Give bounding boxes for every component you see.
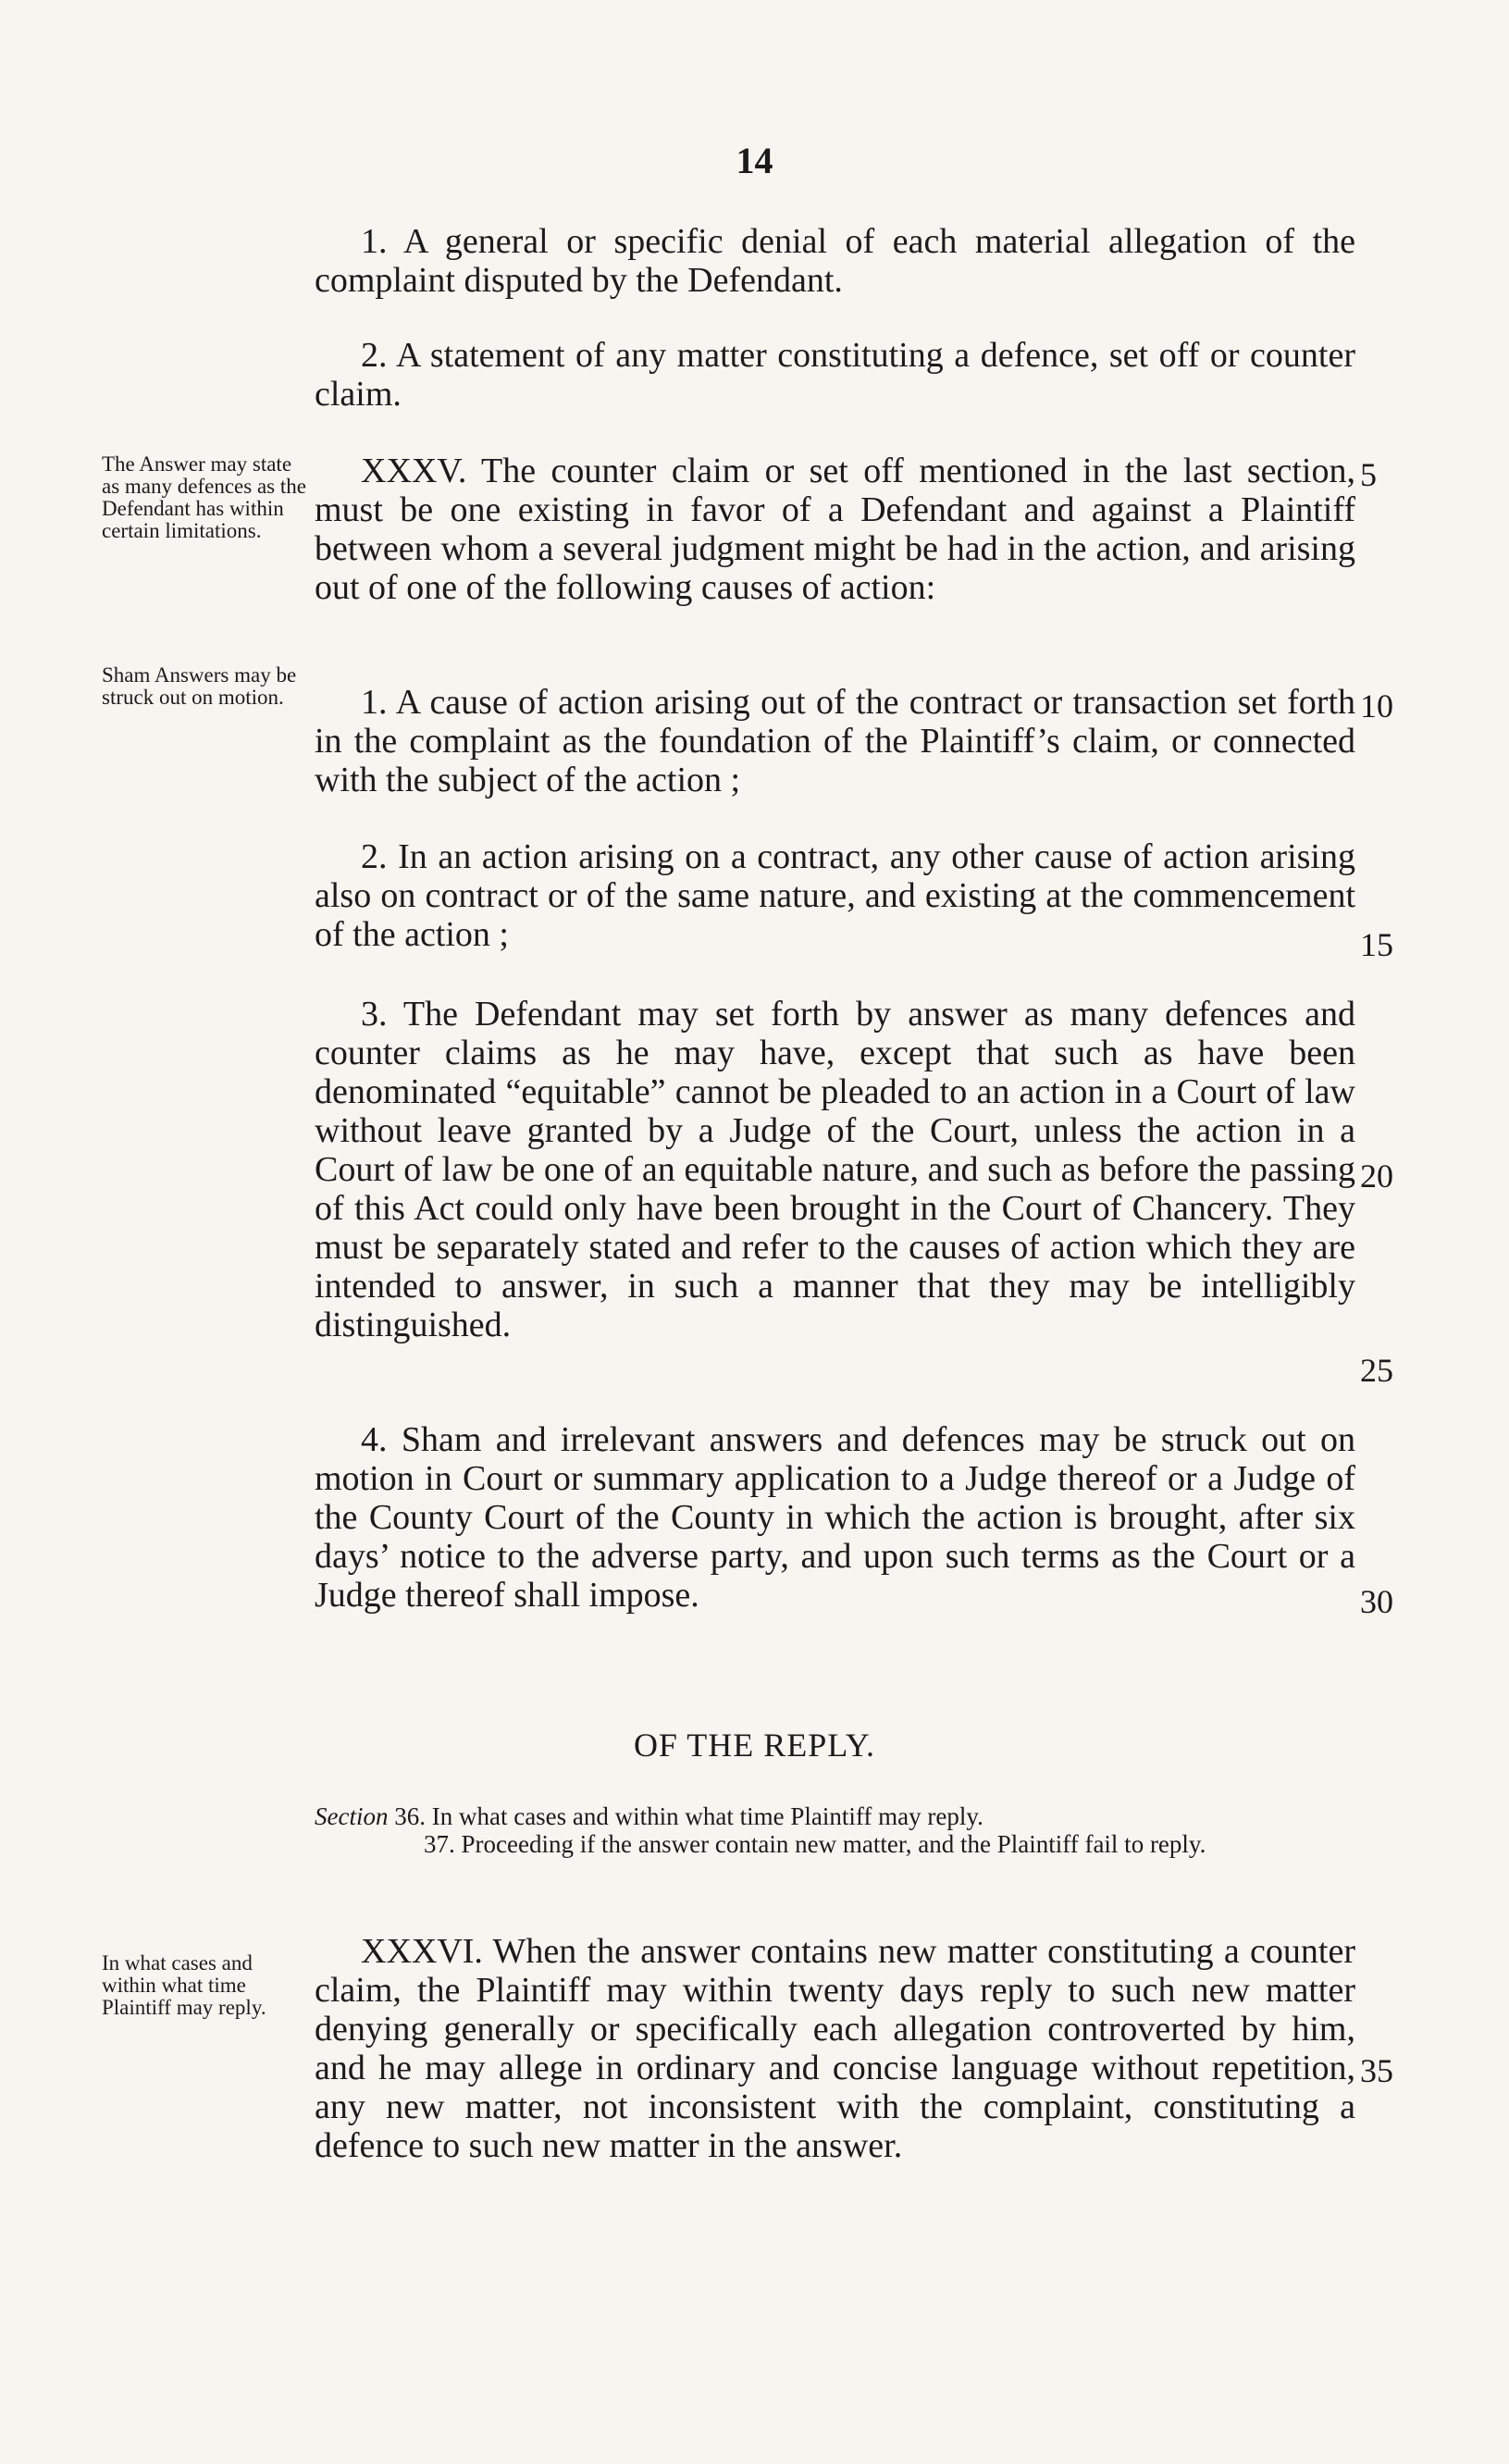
- page-number: 14: [736, 140, 773, 181]
- section-contents: [315, 1802, 1360, 1858]
- paragraph-1: [315, 222, 1355, 300]
- section-xxxvi-text: XXXVI. When the answer contains new matter constituting a counter claim, the Plaintiff may within twenty days reply to such new matter denying generally or specifically each allegation controverted by him, and he may allege in ordinary and concise language without repetition, any new matter, not inconsistent with the complaint, constituting a defence to such new matter in the answer.: [315, 1932, 1355, 2165]
- paragraph-6-text: 3. The Defendant may set forth by answer as many defences and counter claims as he may have, except that such as have been denominated “equitable” cannot be pleaded to an action in a Court of law without leave granted by a Judge of the Court, unless the action in a Court of law be one of an equitable nature, and such as before the passing of this Act could only have been brought in the Court of Chancery. They must be separately stated and refer to the causes of action which they are intended to answer, in such a manner that they may be intelligibly distinguished.: [315, 995, 1355, 1344]
- paragraph-5-text: 2. In an action arising on a contract, any other cause of action arising also on contract or of the same nature, and existing at the commencement of the action ;: [315, 837, 1355, 954]
- contents-item-36-number: 36.: [394, 1802, 426, 1830]
- section-heading: OF THE REPLY.: [633, 1727, 876, 1764]
- paragraph-1-text: 1. A general or specific denial of each material allegation of the complaint disputed by the Defendant.: [315, 222, 1355, 300]
- paragraph-4: [315, 683, 1355, 799]
- contents-item-37-number: 37.: [424, 1830, 455, 1858]
- paragraph-7-text: 4. Sham and irrelevant answers and defences may be struck out on motion in Court or summary application to a Judge thereof or a Judge of the County Court of the County in which the action is brought, after six days’ notice to the adverse party, and upon such terms as the Court or a Judge thereof shall impose.: [315, 1420, 1355, 1615]
- margin-note-reply-cases: In what cases and within what time Plaintiff may reply.: [102, 1951, 266, 2019]
- contents-item-37: [315, 1830, 1360, 1858]
- line-number-35: 35: [1360, 2052, 1393, 2089]
- paragraph-4-text: 1. A cause of action arising out of the contract or transaction set forth in the complaint as the foundation of the Plaintiff’s claim, or connected with the subject of the action ;: [315, 683, 1355, 799]
- contents-item-36: [315, 1802, 1360, 1830]
- paragraph-2-text: 2. A statement of any matter constituting a defence, set off or counter claim.: [315, 336, 1355, 414]
- paragraph-5: [315, 837, 1355, 954]
- line-number-20: 20: [1360, 1158, 1393, 1195]
- margin-note-sham-answers: Sham Answers may be struck out on motion.: [102, 663, 297, 709]
- line-number-15: 15: [1360, 926, 1393, 963]
- line-number-10: 10: [1360, 687, 1393, 724]
- section-xxxv: [315, 452, 1355, 607]
- contents-item-37-text: Proceeding if the answer contain new matter, and the Plaintiff fail to reply.: [461, 1830, 1206, 1858]
- paragraph-7: [315, 1420, 1355, 1615]
- section-xxxvi: [315, 1932, 1355, 2165]
- contents-label: Section: [315, 1802, 389, 1830]
- section-xxxv-text: XXXV. The counter claim or set off mentioned in the last section, must be one existing in favor of a Defendant and against a Plaintiff between whom a several judgment might be had in the action, and arising out of one of the following causes of action:: [315, 452, 1355, 607]
- line-number-30: 30: [1360, 1583, 1393, 1620]
- paragraph-2: [315, 336, 1355, 414]
- contents-item-36-text: In what cases and within what time Plaintiff may reply.: [431, 1802, 983, 1830]
- margin-note-answer-defences: The Answer may state as many defences as the Defendant has within certain limitations.: [102, 452, 306, 542]
- paragraph-6: [315, 995, 1355, 1344]
- line-number-25: 25: [1360, 1352, 1393, 1389]
- line-number-5: 5: [1360, 456, 1377, 493]
